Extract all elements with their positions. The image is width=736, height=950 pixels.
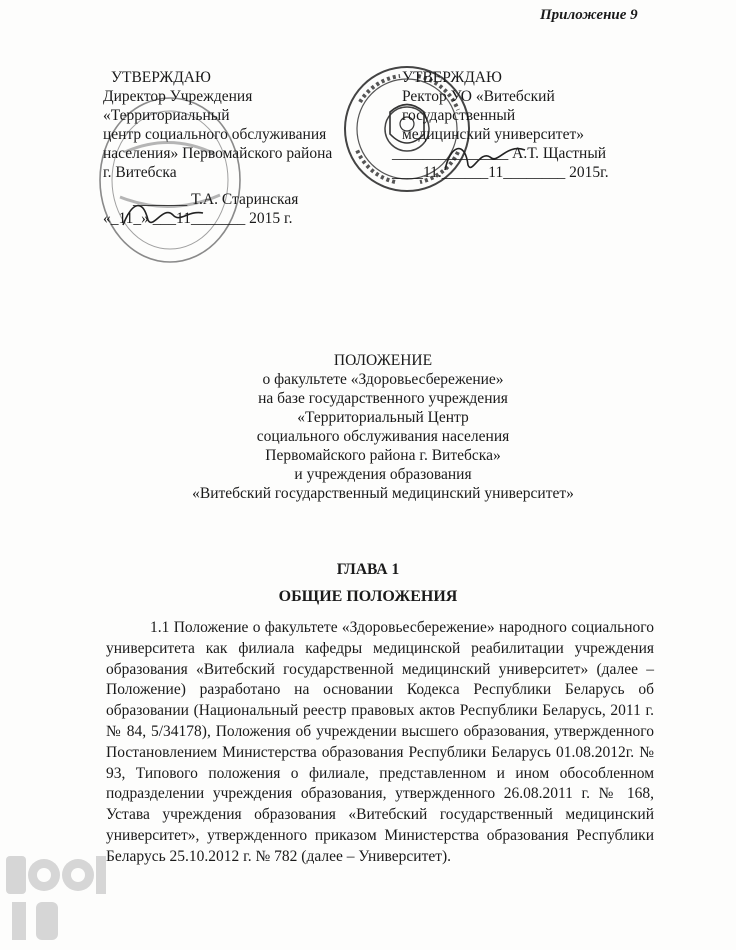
watermark-logo-icon [2, 850, 112, 945]
chapter-heading: ГЛАВА 1 [336, 561, 400, 578]
left-approval-line: центр социального обслуживания [103, 126, 327, 143]
left-signature-line: _______ Т.А. Старинская [133, 191, 299, 208]
appendix-label: Приложение 9 [540, 7, 638, 23]
title-line: Первомайского района г. Витебска» [265, 447, 501, 464]
right-approval-line: государственный [402, 107, 516, 124]
right-approval-line: Ректор УО «Витебский [402, 88, 555, 105]
section-heading: ОБЩИЕ ПОЛОЖЕНИЯ [278, 588, 458, 605]
right-signature-icon [440, 135, 530, 180]
right-signature-line: _______________ А.Т. Щастный [392, 145, 607, 162]
left-approval-line: Директор Учреждения [103, 88, 253, 105]
title-line: ПОЛОЖЕНИЕ [333, 352, 433, 369]
left-approval-heading: УТВЕРЖДАЮ [111, 69, 211, 86]
right-date-line: ____11.______11________ 2015г. [392, 164, 609, 181]
right-approval-line: медицинский университет» [402, 126, 584, 143]
title-line: и учреждения образования [294, 466, 472, 483]
document-title-block [0, 351, 736, 503]
title-line: социального обслуживания населения [256, 428, 510, 445]
body-text [106, 618, 654, 868]
right-approval-heading: УТВЕРЖДАЮ [402, 69, 502, 86]
left-approval-line: «Территориальный [103, 107, 230, 124]
left-approval-line: населения» Первомайского района [103, 145, 333, 162]
left-approval-line: г. Витебска [103, 164, 177, 181]
title-line: «Территориальный Центр [297, 409, 469, 426]
title-line: «Витебский государственный медицинский университет» [192, 485, 574, 502]
title-line: о факультете «Здоровьесбережение» [262, 371, 504, 388]
title-line: на базе государственного учреждения [258, 390, 508, 407]
left-signature-icon [118, 195, 208, 235]
left-date-line: «_11_» ___11_______ 2015 г. [103, 210, 293, 227]
paragraph: 1.1 Положение о факультете «Здоровьесбережение» народного социального университета как филиала кафедры медицинской реабилитации учреждения образования «Витебский государственной медицинский университет» (далее – Положение) разработано на основании Кодекса Республики Беларусь об образовании (Национальный реестр правовых актов Республики Беларусь, 2011 г. № 84, 5/34178), Положения об учреждении высшего образования, утвержденного Постановлением Министерства образования Республики Беларусь 01.08.2012г. № 93, Типового положения о филиале, представленном и ином обособленном подразделении учреждения образования, утвержденного 26.08.2011 г. № 168, Устава учреждения образования «Витебский государственный медицинский университет», утвержденного приказом Министерства образования Республики Беларусь 25.10.2012 г. № 782 (далее – Университет). [106, 619, 654, 865]
